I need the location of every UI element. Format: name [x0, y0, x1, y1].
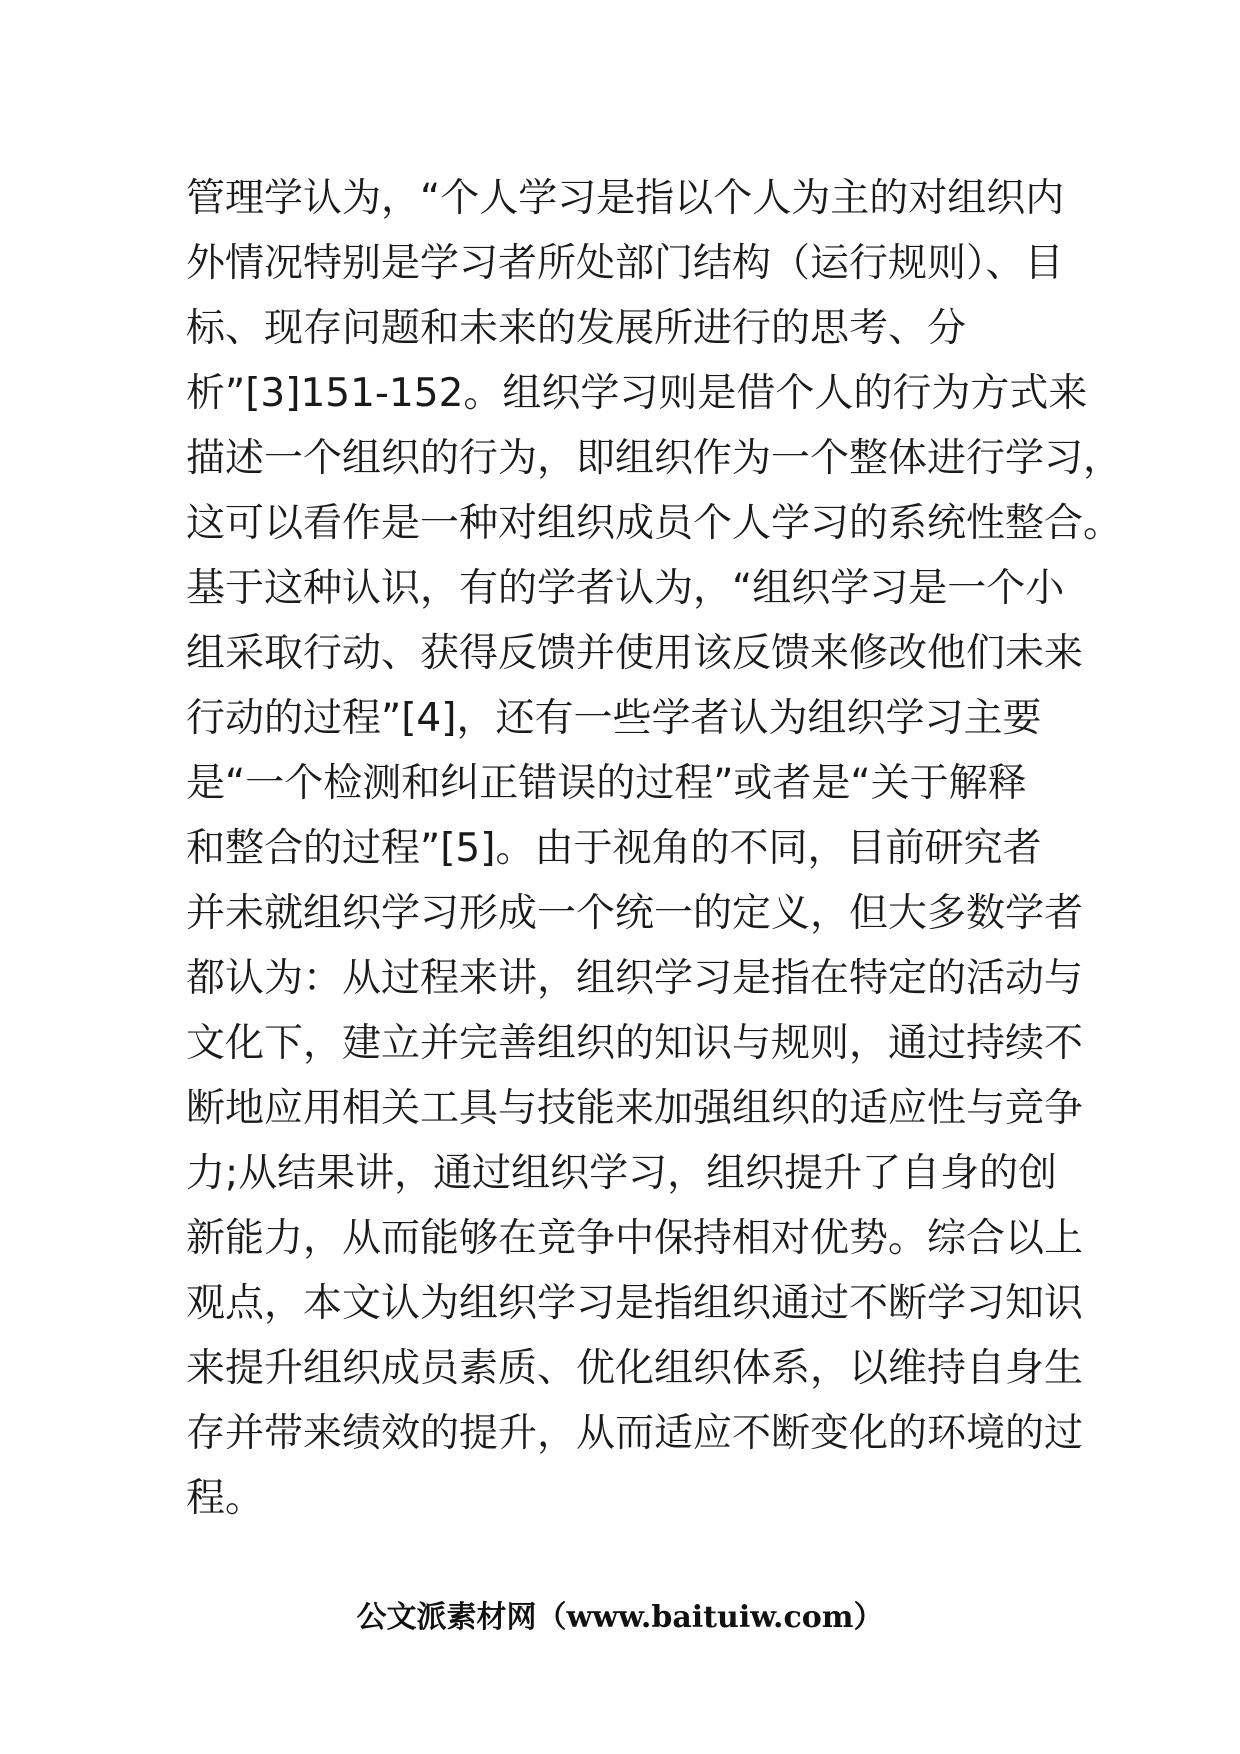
paragraph-line: 基于这种认识，有的学者认为，“组织学习是一个小: [186, 566, 1065, 611]
paragraph-line: 外情况特别是学习者所处部门结构（运行规则）、目: [186, 241, 1064, 286]
footer-watermark-text: 公文派素材网（www.baituiw.com）: [356, 1600, 884, 1635]
paragraph-line: 文化下，建立并完善组织的知识与规则，通过持续不: [186, 1021, 1084, 1066]
paragraph-line: 力;从结果讲，通过组织学习，组织提升了自身的创: [186, 1151, 1058, 1196]
paragraph-line: 断地应用相关工具与技能来加强组织的适应性与竞争: [186, 1086, 1084, 1131]
paragraph-line: 行动的过程”[4]，还有一些学者认为组织学习主要: [186, 696, 1042, 741]
paragraph-line: 新能力，从而能够在竞争中保持相对优势。综合以上: [186, 1216, 1084, 1261]
paragraph-line: 析”[3]151-152。组织学习则是借个人的行为方式来: [186, 371, 1088, 416]
paragraph-line: 和整合的过程”[5]。由于视角的不同，目前研究者: [186, 826, 1042, 871]
paragraph-line: 标、现存问题和未来的发展所进行的思考、分: [186, 306, 967, 351]
paragraph-line: 观点，本文认为组织学习是指组织通过不断学习知识: [186, 1281, 1084, 1326]
paragraph-line: 存并带来绩效的提升，从而适应不断变化的环境的过: [186, 1411, 1084, 1456]
paragraph-line: 程。: [186, 1476, 265, 1521]
paragraph-line: 描述一个组织的行为，即组织作为一个整体进行学习，: [186, 436, 1123, 481]
paragraph-line: 并未就组织学习形成一个统一的定义，但大多数学者: [186, 891, 1084, 936]
paragraph-line: 是“一个检测和纠正错误的过程”或者是“关于解释: [186, 761, 1027, 806]
paragraph-line: 管理学认为，“个人学习是指以个人为主的对组织内: [186, 176, 1065, 221]
paragraph-line: 这可以看作是一种对组织成员个人学习的系统性整合。: [186, 501, 1123, 546]
paragraph-line: 都认为：从过程来讲，组织学习是指在特定的活动与: [186, 956, 1084, 1001]
body-paragraph: [186, 166, 1123, 1531]
paragraph-line: 组采取行动、获得反馈并使用该反馈来修改他们未来: [186, 631, 1084, 676]
paragraph-line: 来提升组织成员素质、优化组织体系，以维持自身生: [186, 1346, 1084, 1391]
